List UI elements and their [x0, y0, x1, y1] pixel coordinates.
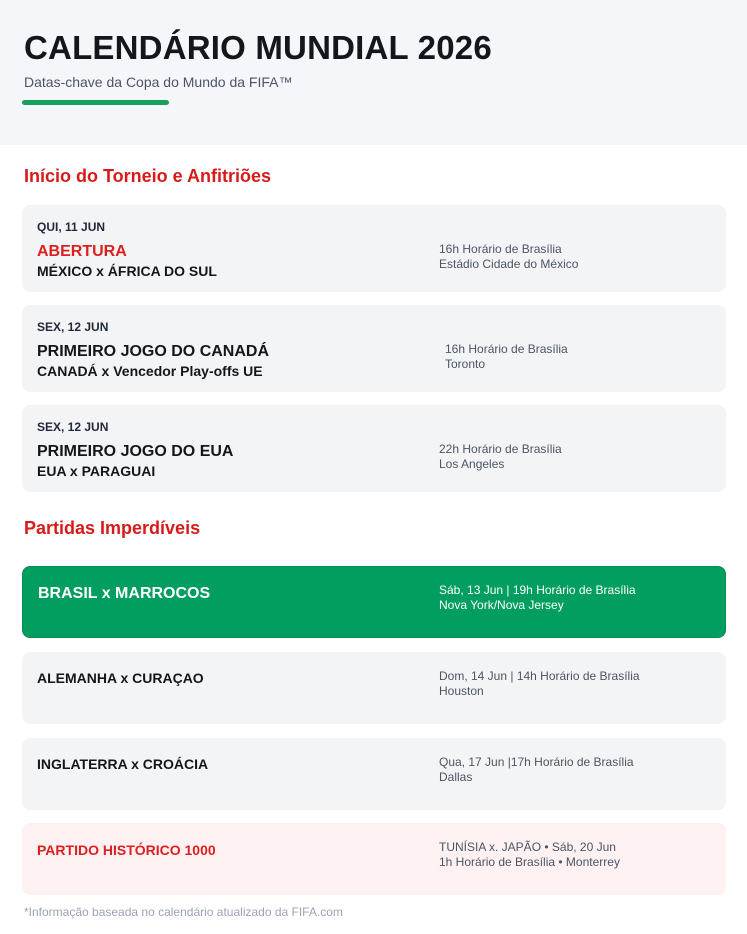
accent-divider — [22, 100, 169, 105]
match-info — [445, 342, 568, 372]
match-label: ABERTURA — [37, 243, 127, 260]
match-card-alemanha-curacao — [22, 652, 726, 724]
page-subtitle: Datas-chave da Copa do Mundo da FIFA™ — [24, 74, 293, 90]
section-title-tournament-start: Início do Torneio e Anfitriões — [24, 166, 272, 186]
match-time: 22h Horário de Brasília — [439, 442, 562, 456]
match-info — [439, 442, 562, 472]
match-teams: ALEMANHA x CURAÇAO — [37, 670, 204, 686]
match-venue: Estádio Cidade do México — [439, 257, 579, 271]
match-label: PRIMEIRO JOGO DO EUA — [37, 443, 234, 460]
match-teams: EUA x PARAGUAI — [37, 463, 156, 479]
match-datetime: Qua, 17 Jun |17h Horário de Brasília — [439, 755, 634, 769]
match-teams: CANADÁ x Vencedor Play-offs UE — [37, 363, 263, 379]
source-footnote: *Informação baseada no calendário atualizado da FIFA.com — [24, 905, 343, 919]
match-card-historic-1000 — [22, 823, 726, 895]
match-datetime: Dom, 14 Jun | 14h Horário de Brasília — [439, 669, 640, 683]
match-venue: Dallas — [439, 770, 473, 784]
match-card-inglaterra-croacia — [22, 738, 726, 810]
page-header — [0, 0, 747, 145]
match-venue: Los Angeles — [439, 457, 505, 471]
match-teams: MÉXICO x ÁFRICA DO SUL — [37, 263, 217, 279]
section-title-must-see: Partidas Imperdíveis — [24, 518, 201, 538]
match-info — [439, 242, 578, 272]
match-info — [439, 840, 620, 870]
match-venue: Houston — [439, 684, 484, 698]
match-time: 16h Horário de Brasília — [439, 242, 562, 256]
match-teams-date: TUNÍSIA x. JAPÃO • Sáb, 20 Jun — [439, 840, 616, 854]
match-date: SEX, 12 JUN — [37, 320, 109, 334]
match-label: PRIMEIRO JOGO DO CANADÁ — [37, 343, 270, 360]
match-teams: INGLATERRA x CROÁCIA — [37, 756, 209, 772]
match-datetime: Sáb, 13 Jun | 19h Horário de Brasília — [439, 583, 636, 597]
match-time-venue: 1h Horário de Brasília • Monterrey — [439, 855, 620, 869]
match-info — [439, 755, 634, 785]
page-title: CALENDÁRIO MUNDIAL 2026 — [24, 29, 492, 66]
match-card-usa — [22, 405, 726, 492]
match-card-canada — [22, 305, 726, 392]
match-date: SEX, 12 JUN — [37, 420, 109, 434]
match-info — [439, 583, 636, 613]
match-card-brasil-marrocos — [22, 566, 726, 638]
match-venue: Nova York/Nova Jersey — [439, 598, 564, 612]
match-teams: BRASIL x MARROCOS — [38, 585, 211, 602]
match-card-opening — [22, 205, 726, 292]
match-info — [439, 669, 640, 699]
match-label: PARTIDO HISTÓRICO 1000 — [37, 842, 216, 858]
match-date: QUI, 11 JUN — [37, 220, 106, 234]
match-time: 16h Horário de Brasília — [445, 342, 568, 356]
match-venue: Toronto — [445, 357, 486, 371]
